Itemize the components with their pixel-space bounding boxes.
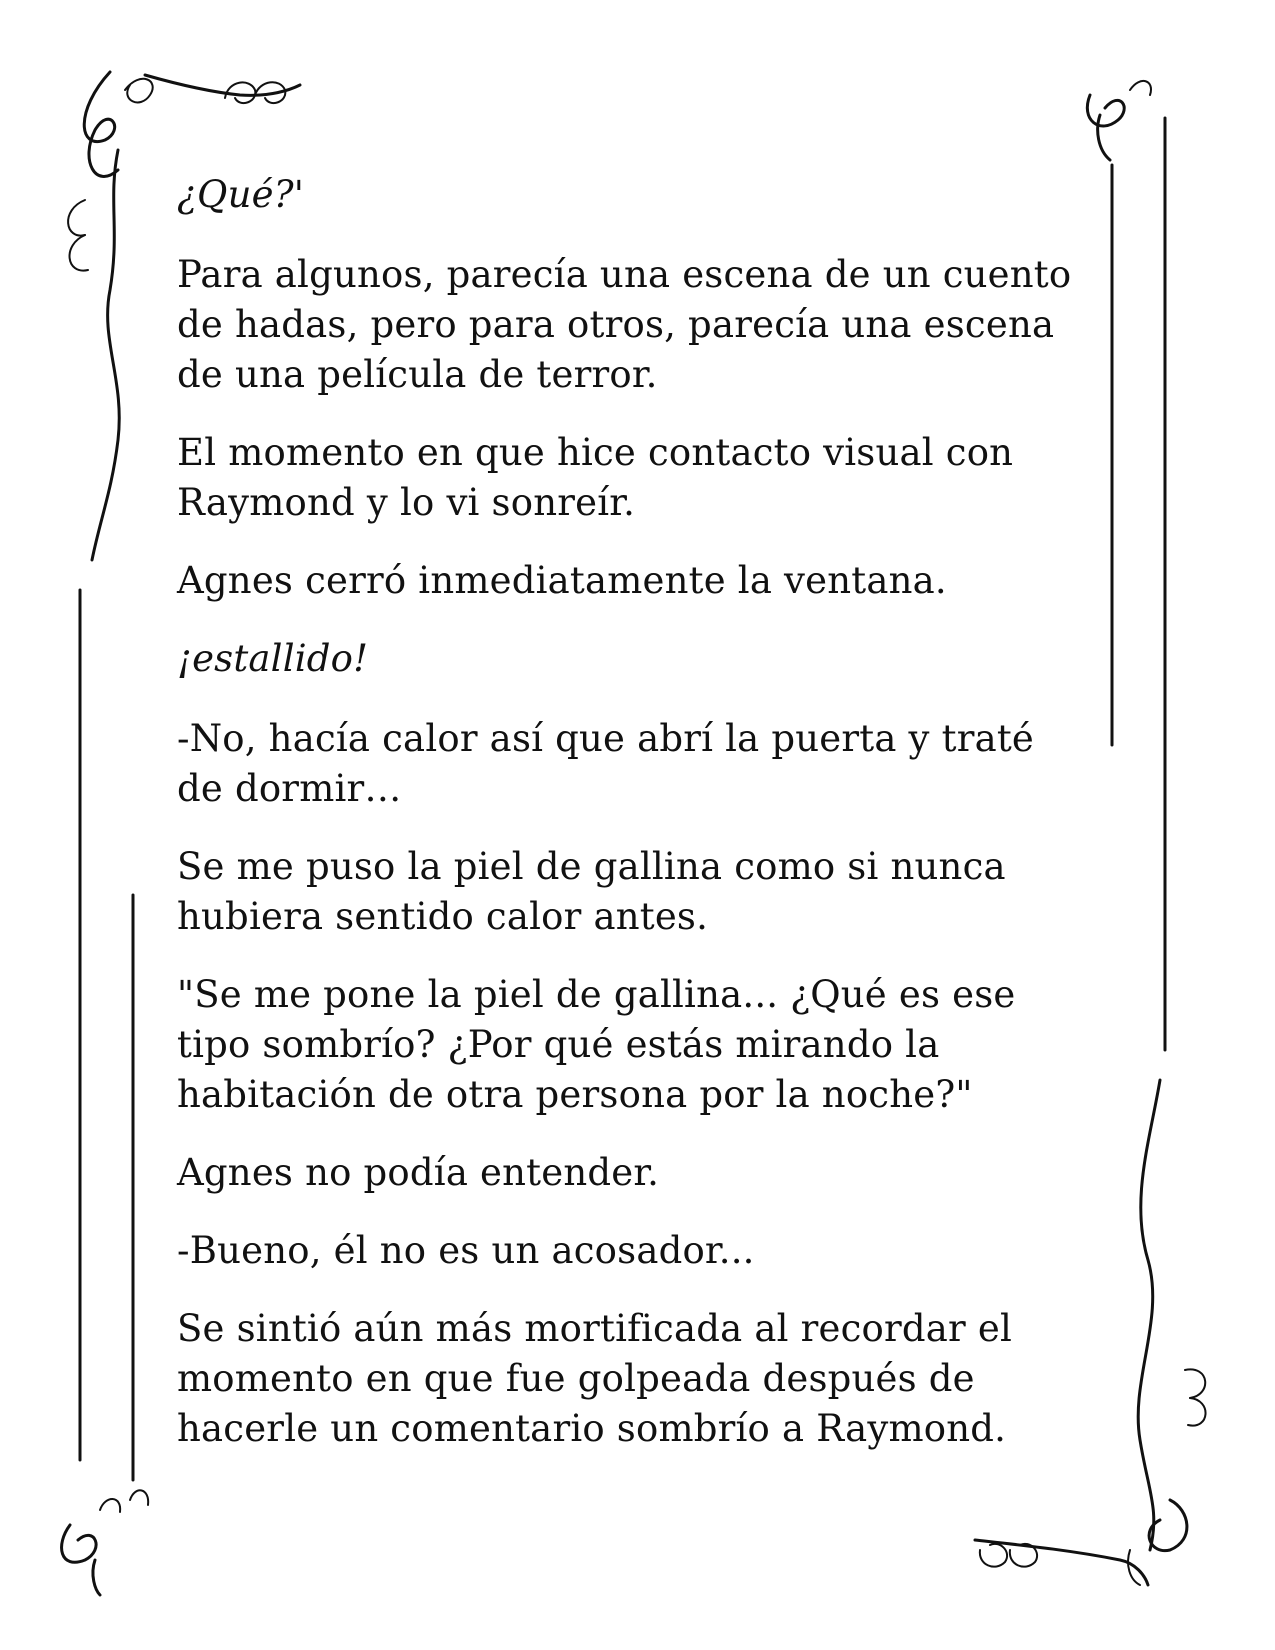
paragraph-5: ¡estallido!: [177, 637, 369, 680]
paragraph-7: Se me puso la piel de gallina como si nunca hubiera sentido calor antes.: [177, 845, 1006, 938]
paragraph-9: Agnes no podía entender.: [177, 1151, 660, 1194]
paragraph-11: Se sintió aún más mortificada al recordar el momento en que fue golpeada después de hacerle un comentario sombrío a Raymond.: [177, 1307, 1012, 1450]
paragraph-6: -No, hacía calor así que abrí la puerta y traté de dormir…: [177, 717, 1035, 810]
paragraph-1: ¿Qué?': [177, 173, 305, 216]
paragraph-8: "Se me pone la piel de gallina... ¿Qué es ese tipo sombrío? ¿Por qué estás mirando la habitación de otra persona por la noche?": [177, 973, 1016, 1116]
page-text: [177, 170, 1077, 1482]
paragraph-4: Agnes cerró inmediatamente la ventana.: [177, 559, 947, 602]
top-right-flourish-icon: [1087, 81, 1165, 1050]
paragraph-3: El momento en que hice contacto visual con Raymond y lo vi sonreír.: [177, 431, 1014, 524]
bottom-left-flourish-icon: [62, 1490, 149, 1595]
paragraph-10: -Bueno, él no es un acosador...: [177, 1229, 755, 1272]
paragraph-2: Para algunos, parecía una escena de un cuento de hadas, pero para otros, parecía una escena de una película de terror.: [177, 253, 1072, 396]
